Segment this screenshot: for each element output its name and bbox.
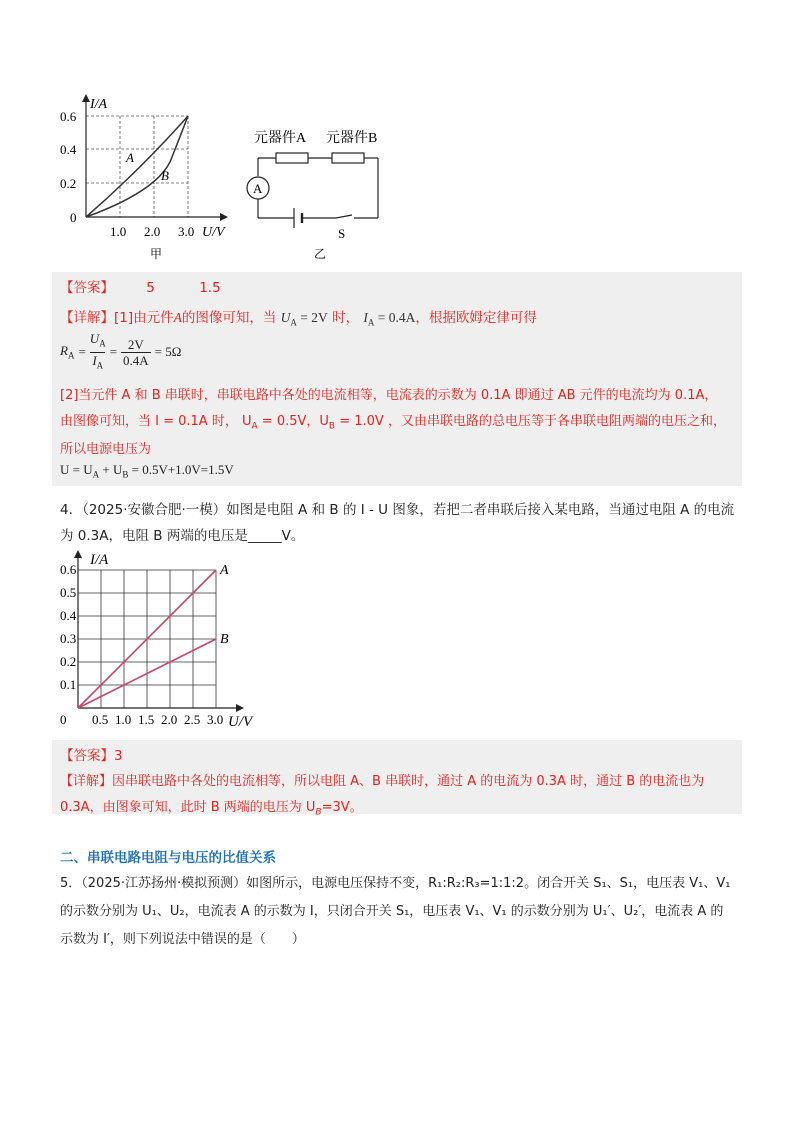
x-tick-label: 0.5 <box>92 712 109 727</box>
detail-2-line-2: 0.3A，由图象可知，此时 B 两端的电压为 $U_B=3V$。 <box>60 800 363 818</box>
detail-2-line-1: 【详解】因串联电路中各处的电流相等，所以电阻 A、B 串联时，通过 A 的电流为 0.3A 时，通过 B 的电流也为 <box>60 774 705 789</box>
x-tick-label: 1.0 <box>115 712 132 727</box>
x-axis-label: U/V <box>202 225 225 240</box>
curve-a-label: A <box>126 150 134 165</box>
switch-label: S <box>338 226 346 241</box>
question-4-line-2: 为 0.3A，电阻 B 两端的电压是_____V。 <box>60 528 305 544</box>
answer-panel-1 <box>52 272 742 486</box>
y-tick: 0.6 <box>60 109 77 124</box>
figure-caption-yi: 乙 <box>314 247 327 261</box>
figure-jia-iu-graph <box>60 92 245 262</box>
x-tick-label: 2.5 <box>184 712 201 727</box>
series-label-B: B <box>220 632 229 647</box>
answer-tag: 【答案】 <box>60 280 114 296</box>
detail-1-line-3: 由图像可知，当 I = 0.1A 时， $U_A = 0.5V$，$U_B = 1.0V$ ，又由串联电路的总电压等于各串联电阻两端的电压之和， <box>60 414 726 432</box>
formula-u-total: $U = U_A + U_B = 0.5V+1.0V=1.5V$ <box>60 462 234 480</box>
x-tick: 1.0 <box>110 224 127 239</box>
y-tick: 0 <box>70 210 77 225</box>
y-tick-label: 0.1 <box>60 677 77 692</box>
answer-1 <box>60 276 221 296</box>
figure-iu-chart <box>60 548 300 732</box>
x-tick: 3.0 <box>178 224 195 239</box>
switch-icon <box>336 215 352 218</box>
detail-1-line-2: [2]当元件 A 和 B 串联时，串联电路中各处的电流相等，电流表的示数为 0.1A 即通过 AB 元件的电流均为 0.1A， <box>60 388 718 403</box>
x-tick: 2.0 <box>144 224 161 239</box>
component-b-label: 元器件B <box>326 131 378 146</box>
figure-caption-jia: 甲 <box>150 247 163 261</box>
question-5-line-3: 示数为 I′，则下列说法中错误的是（ ） <box>60 932 305 947</box>
question-4-line-1: 4．（2025·安徽合肥·一模）如图是电阻 A 和 B 的 I - U 图象，若把二者串联后接入某电路，当通过电阻 A 的电流 <box>60 502 735 518</box>
y-tick-label: 0.6 <box>60 562 77 577</box>
chart-axes <box>74 550 244 712</box>
curve-b-label: B <box>161 168 169 183</box>
question-5-line-2: 的示数分别为 U₁、U₂，电流表 A 的示数为 I，只闭合开关 S₁，电压表 V₁、V₁ 的示数分别为 U₁′、U₂′，电流表 A 的 <box>60 904 724 919</box>
figure-yi-circuit <box>240 122 390 262</box>
y-tick-label: 0.3 <box>60 631 77 646</box>
y-tick: 0.4 <box>60 142 77 157</box>
y-tick: 0.2 <box>60 176 77 191</box>
y-axis-arrow <box>74 550 82 558</box>
component-b-resistor <box>332 153 364 163</box>
component-a-label: 元器件A <box>254 131 307 146</box>
x-axis-label: U/V <box>228 714 253 730</box>
grid <box>86 116 188 217</box>
x-tick-label: 3.0 <box>207 712 224 727</box>
x-tick-label: 0 <box>60 712 67 727</box>
component-a-resistor <box>276 153 308 163</box>
detail-1-line-1: 【详解】[1]由元件A的图像可知，当 $U_A = 2V$ 时， $I_A = 0.4A$，根据欧姆定律可得 <box>60 310 537 328</box>
x-tick-label: 2.0 <box>161 712 178 727</box>
y-tick-label: 0.2 <box>60 654 77 669</box>
detail-1-line-4: 所以电源电压为 <box>60 442 152 457</box>
answer-value-1: 5 <box>146 280 155 296</box>
ammeter-label: A <box>253 181 263 196</box>
x-axis-arrow <box>236 704 244 712</box>
curve-b <box>86 116 188 217</box>
answer-2: 【答案】3 <box>60 748 123 764</box>
formula-ra: $R_A$ = $\frac{U_A}{I_A}$ = $\frac{2V}{0.4A}$ = 5Ω <box>60 334 181 370</box>
section-2-title: 二、串联电路电阻与电压的比值关系 <box>60 850 276 866</box>
y-axis-label: I/A <box>90 552 109 568</box>
y-tick-label: 0.4 <box>60 608 77 623</box>
answer-value-2: 1.5 <box>199 280 221 296</box>
series-label-A: A <box>220 563 229 578</box>
question-5-line-1: 5．（2025·江苏扬州·模拟预测）如图所示，电源电压保持不变，R₁:R₂:R₃=1:1:2。闭合开关 S₁、S₁，电压表 V₁、V₁ <box>60 876 731 891</box>
y-tick-label: 0.5 <box>60 585 77 600</box>
curve-a <box>86 116 188 217</box>
y-axis-label: I/A <box>90 97 108 112</box>
x-tick-label: 1.5 <box>138 712 155 727</box>
